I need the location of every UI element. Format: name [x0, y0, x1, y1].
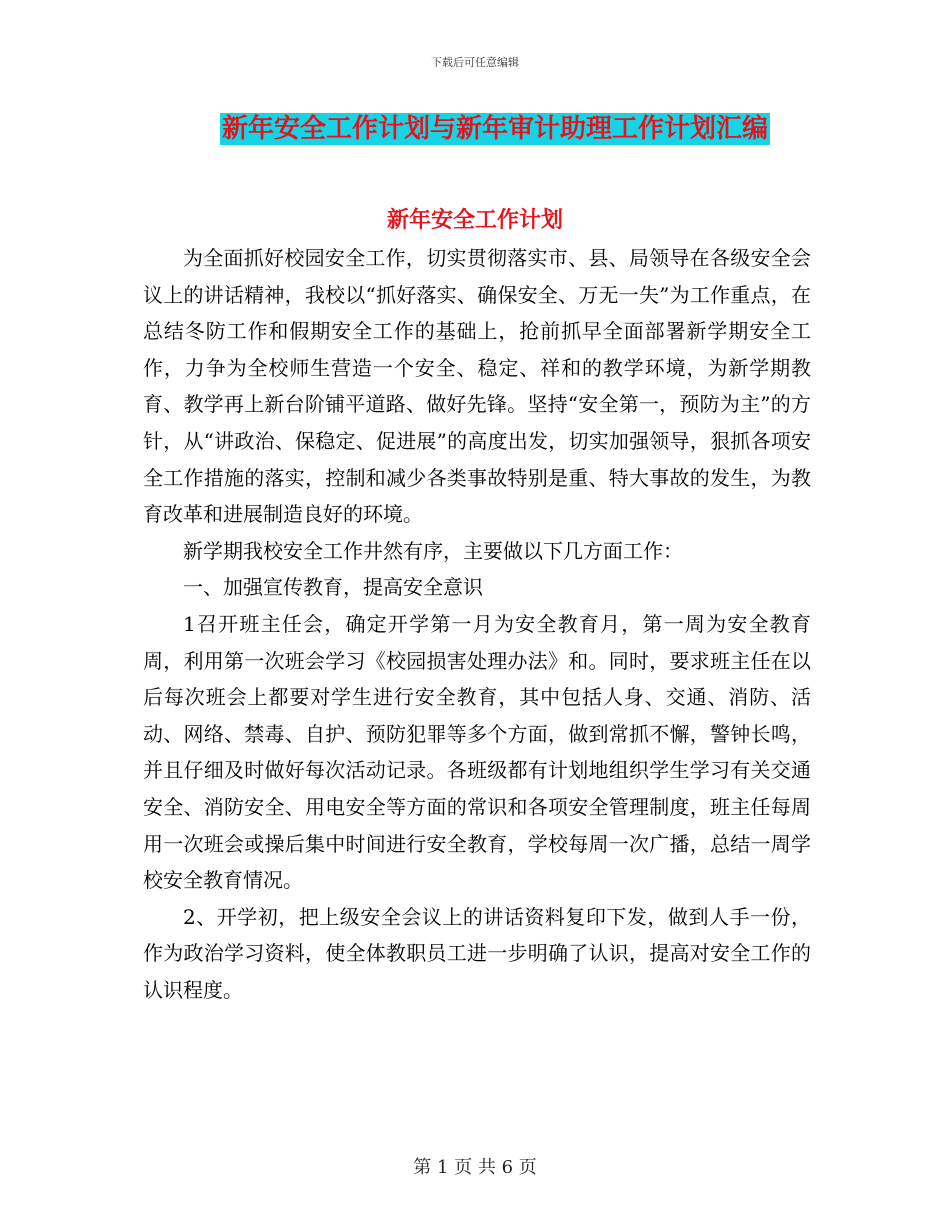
page-footer: 第 1 页 共 6 页	[413, 1157, 537, 1178]
document-body	[143, 240, 811, 1008]
section-title: 新年安全工作计划	[386, 208, 563, 233]
paragraph-item-1: 1召开班主任会，确定开学第一月为安全教育月，第一周为安全教育周，利用第一次班会学习《校园损害处理办法》和。同时，要求班主任在以后每次班会上都要对学生进行安全教育，其中包括人身、交通、消防、活动、网络、禁毒、自护、预防犯罪等多个方面，做到常抓不懈，警钟长鸣，并且仔细及时做好每次活动记录。各班级都有计划地组织学生学习有关交通安全、消防安全、用电安全等方面的常识和各项安全管理制度，班主任每周用一次班会或操后集中时间进行安全教育，学校每周一次广播，总结一周学校安全教育情况。	[143, 611, 811, 893]
paragraph-heading-1: 一、加强宣传教育，提高安全意识	[183, 575, 483, 600]
paragraph-intro: 为全面抓好校园安全工作，切实贯彻落实市、县、局领导在各级安全会议上的讲话精神，我校以“抓好落实、确保安全、万无一失”为工作重点，在总结冬防工作和假期安全工作的基础上，抢前抓早全面部署新学期安全工作，力争为全校师生营造一个安全、稳定、祥和的教学环境，为新学期教育、教学再上新台阶铺平道路、做好先锋。坚持“安全第一，预防为主”的方针，从“讲政治、保稳定、促进展”的高度出发，切实加强领导，狠抓各项安全工作措施的落实，控制和减少各类事故特别是重、特大事故的发生，为教育改革和进展制造良好的环境。	[143, 246, 811, 527]
document-title: 新年安全工作计划与新年审计助理工作计划汇编	[222, 114, 769, 144]
header-note: 下载后可任意编辑	[431, 56, 519, 69]
paragraph-overview: 新学期我校安全工作井然有序，主要做以下几方面工作：	[183, 538, 683, 563]
paragraph-item-2: 2、开学初，把上级安全会议上的讲话资料复印下发，做到人手一份，作为政治学习资料，使全体教职员工进一步明确了认识，提高对安全工作的认识程度。	[143, 904, 811, 1002]
